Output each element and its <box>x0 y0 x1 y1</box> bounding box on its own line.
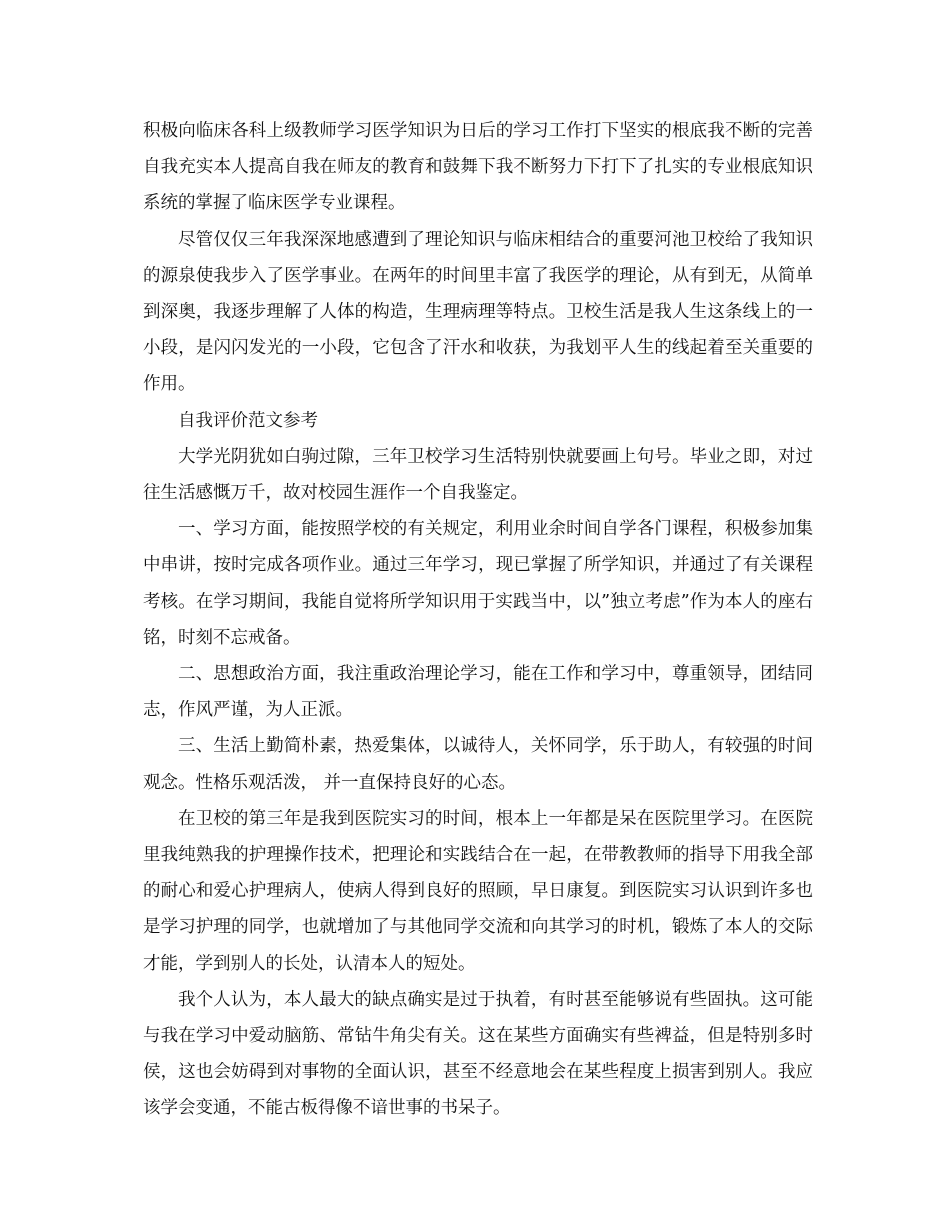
paragraph-6: 三、生活上勤简朴素，热爱集体，以诚待人，关怀同学，乐于助人，有较强的时间观念。性格乐观活泼， 并一直保持良好的心态。 <box>143 736 813 793</box>
paragraph-1: 积极向临床各科上级教师学习医学知识为日后的学习工作打下坚实的根底我不断的完善自我充实本人提高自我在师友的教育和鼓舞下我不断努力下打下了扎实的专业根底知识系统的掌握了临床医学专业课程。 <box>143 121 813 214</box>
paragraph-8: 我个人认为，本人最大的缺点确实是过于执着，有时甚至能够说有些固执。这可能与我在学习中爱动脑筋、常钻牛角尖有关。这在某些方面确实有些裨益，但是特别多时侯，这也会妨碍到对事物的全面认识，甚至不经意地会在某些程度上损害到别人。我应该学会变通，不能古板得像不谙世事的书呆子。 <box>143 989 813 1119</box>
paragraph-3: 大学光阴犹如白驹过隙，三年卫校学习生活特别快就要画上句号。毕业之即，对过往生活感慨万千，故对校园生涯作一个自我鉴定。 <box>143 446 813 504</box>
document-body <box>143 113 813 1127</box>
paragraph-5: 二、思想政治方面，我注重政治理论学习，能在工作和学习中，尊重领导，团结同志，作风严谨，为人正派。 <box>143 664 813 721</box>
paragraph-2: 尽管仅仅三年我深深地感遭到了理论知识与临床相结合的重要河池卫校给了我知识的源泉使我步入了医学事业。在两年的时间里丰富了我医学的理论，从有到无，从简单到深奥，我逐步理解了人体的构造，生理病理等特点。卫校生活是我人生这条线上的一小段，是闪闪发光的一小段，它包含了汗水和收获，为我划平人生的线起着至关重要的作用。 <box>143 229 813 395</box>
paragraph-4: 一、学习方面，能按照学校的有关规定，利用业余时间自学各门课程，积极参加集中串讲，按时完成各项作业。通过三年学习，现已掌握了所学知识，并通过了有关课程考核。在学习期间，我能自觉将所学知识用于实践当中，以”独立考虑”作为本人的座右铭，时刻不忘戒备。 <box>143 519 813 648</box>
section-heading: 自我评价范文参考 <box>178 410 318 431</box>
paragraph-7: 在卫校的第三年是我到医院实习的时间，根本上一年都是呆在医院里学习。在医院里我纯熟我的护理操作技术，把理论和实践结合在一起，在带教教师的指导下用我全部的耐心和爱心护理病人，使病人得到良好的照顾，早日康复。到医院实习认识到许多也是学习护理的同学，也就增加了与其他同学交流和向其学习的时机，锻炼了本人的交际才能，学到别人的长处，认清本人的短处。 <box>143 808 813 974</box>
